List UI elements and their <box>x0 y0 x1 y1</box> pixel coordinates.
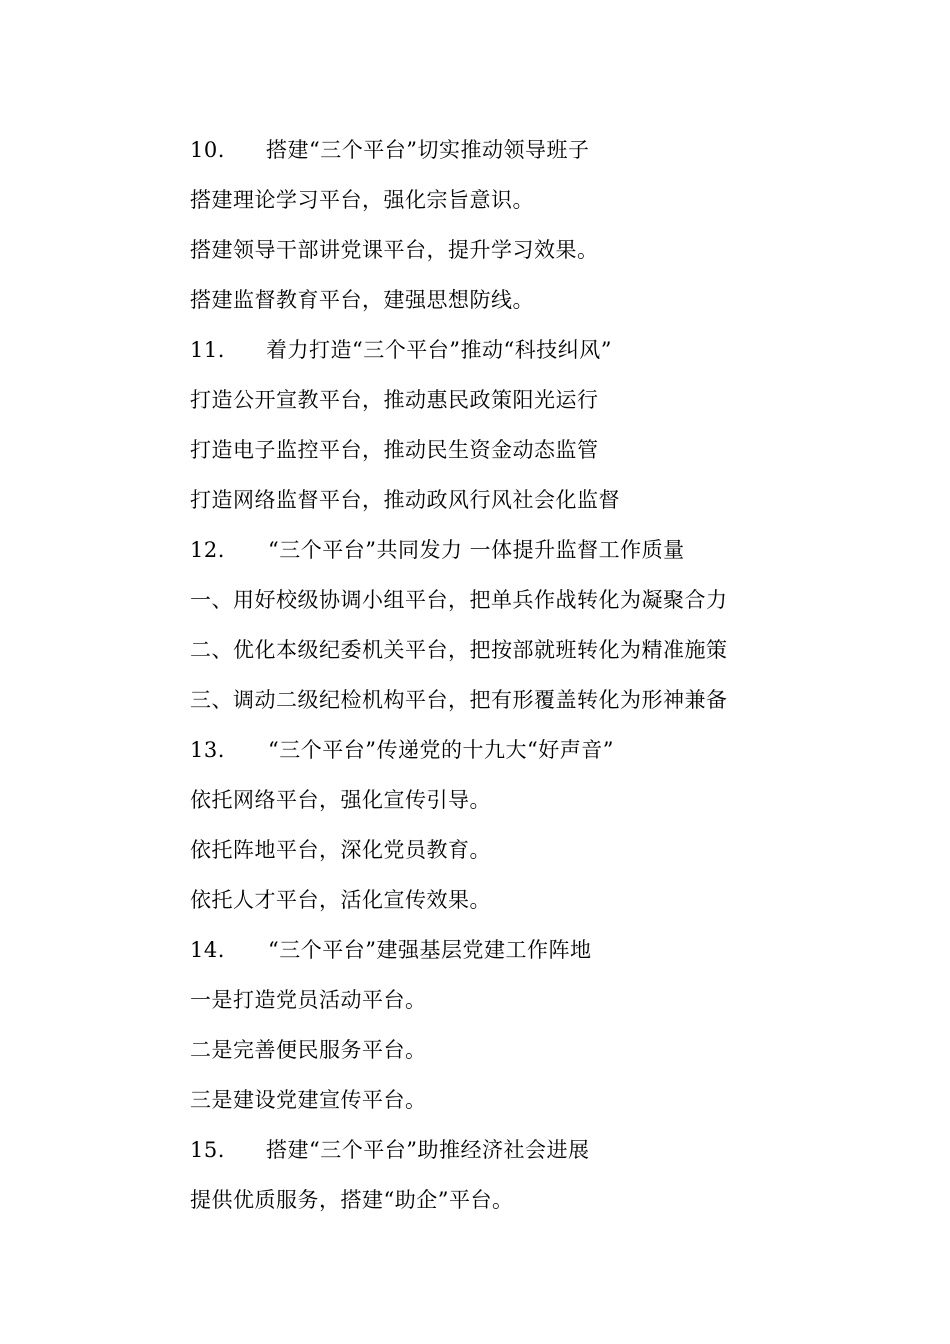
section-heading <box>190 125 890 175</box>
section-title: “三个平台”传递党的十九大“好声音” <box>268 738 614 762</box>
section-title: “三个平台”共同发力 一体提升监督工作质量 <box>268 538 685 562</box>
section-heading <box>190 525 890 575</box>
section-item: 三是建设党建宣传平台。 <box>190 1088 427 1112</box>
section-item: 依托阵地平台，深化党员教育。 <box>190 838 491 862</box>
section-item: 搭建监督教育平台，建强思想防线。 <box>190 288 534 312</box>
section-number: 12. <box>190 538 225 562</box>
section-title: 搭建“三个平台”切实推动领导班子 <box>266 138 590 162</box>
section-item: 搭建理论学习平台，强化宗旨意识。 <box>190 188 534 212</box>
section-item: 提供优质服务，搭建“助企”平台。 <box>190 1188 514 1212</box>
section-title: “三个平台”建强基层党建工作阵地 <box>268 938 592 962</box>
section-title: 着力打造“三个平台”推动“科技纠风” <box>266 338 612 362</box>
section-title: 搭建“三个平台”助推经济社会进展 <box>266 1138 590 1162</box>
section-heading <box>190 925 890 975</box>
section-item: 打造电子监控平台，推动民生资金动态监管 <box>190 438 599 462</box>
section-item: 打造网络监督平台，推动政风行风社会化监督 <box>190 488 620 512</box>
section-item: 依托网络平台，强化宣传引导。 <box>190 788 491 812</box>
section-item: 依托人才平台，活化宣传效果。 <box>190 888 491 912</box>
section-item: 二是完善便民服务平台。 <box>190 1038 427 1062</box>
section-item: 一、用好校级协调小组平台，把单兵作战转化为凝聚合力 <box>190 588 728 612</box>
section-heading <box>190 725 890 775</box>
section-item: 二、优化本级纪委机关平台，把按部就班转化为精准施策 <box>190 638 728 662</box>
section-number: 14. <box>190 938 225 962</box>
section-heading <box>190 1125 890 1175</box>
section-heading <box>190 325 890 375</box>
section-item: 搭建领导干部讲党课平台，提升学习效果。 <box>190 238 599 262</box>
section-number: 15. <box>190 1138 225 1162</box>
section-item: 打造公开宣教平台，推动惠民政策阳光运行 <box>190 388 599 412</box>
section-number: 11. <box>190 338 225 362</box>
document-body <box>190 125 890 1225</box>
section-number: 13. <box>190 738 225 762</box>
section-item: 三、调动二级纪检机构平台，把有形覆盖转化为形神兼备 <box>190 688 728 712</box>
section-item: 一是打造党员活动平台。 <box>190 988 427 1012</box>
section-number: 10. <box>190 138 225 162</box>
